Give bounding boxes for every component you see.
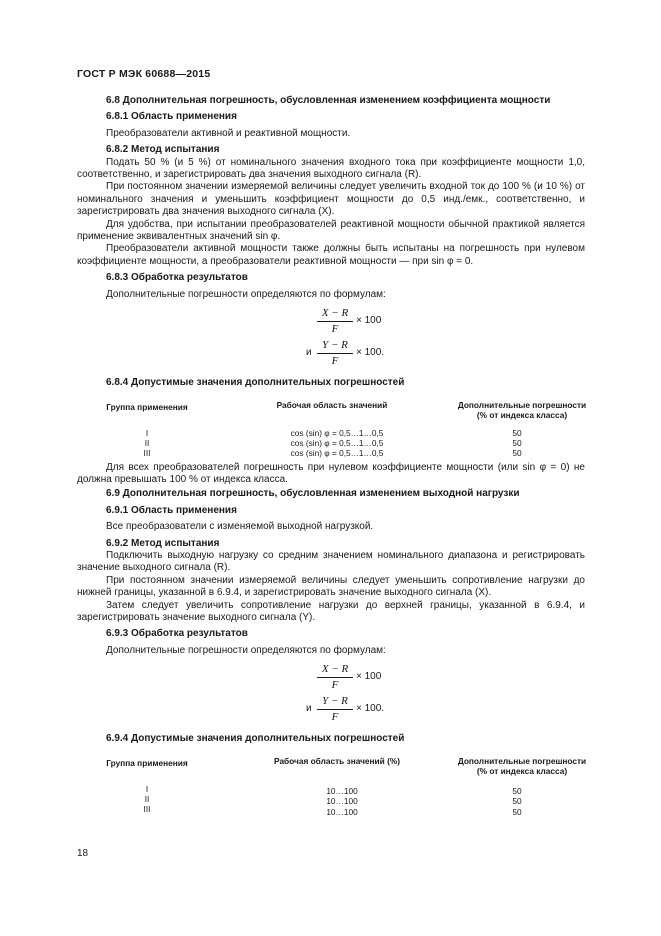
- formula-1-multiplier: × 100: [356, 315, 382, 327]
- fraction-bar: [317, 321, 353, 322]
- section-6-8-1-title: 6.8.1 Область применения: [106, 111, 237, 123]
- formula-1-fraction: [317, 307, 353, 335]
- formula-1-numerator: X − R: [321, 663, 349, 676]
- section-6-8-2-para-2: При постоянном значении измеряемой величины следует увеличить входной ток до 100 % (и 10 %) от номинального значения и уменьшить коэффициент мощности до 0,5 инд./емк., соответственно, и зарегистрировать два значения выходного сигнала (X).: [77, 181, 585, 218]
- table-6-8-4: [77, 394, 585, 458]
- formula-2-numerator: Y − R: [322, 339, 348, 352]
- formula-block-6-9: [77, 661, 585, 729]
- table-cell-group: I: [145, 427, 149, 438]
- table-cell-range: 10…100: [326, 806, 358, 817]
- fraction-bar: [317, 353, 353, 354]
- formula-1-fraction: [317, 663, 353, 691]
- table-cell-value: 50: [512, 795, 522, 806]
- formula-block-6-8: [77, 305, 585, 373]
- table-header-group: Группа применения: [106, 401, 188, 412]
- table-header-range: Рабочая область значений: [276, 399, 388, 410]
- section-6-8-2-para-1: Подать 50 % (и 5 %) от номинального значения входного тока при коэффициенте мощности 1,0, соответственно, и зарегистрировать два значения выходного сигнала (R).: [77, 156, 585, 181]
- formula-1-denominator: F: [331, 678, 339, 691]
- section-6-8-title: 6.8 Дополнительная погрешность, обусловленная изменением коэффициента мощности: [106, 95, 551, 106]
- section-6-9-2-title: 6.9.2 Метод испытания: [106, 537, 220, 549]
- table-cell-range: 10…100: [326, 795, 358, 806]
- table-header-range: Рабочая область значений (%): [274, 755, 400, 766]
- table-cell-value: 50: [512, 447, 522, 458]
- fraction-bar: [317, 709, 353, 710]
- formula-1-multiplier: × 100: [356, 671, 382, 683]
- section-6-8-2-para-3: Для удобства, при испытании преобразователей реактивной мощности обычной практикой является применение эквивалентных значений sin φ.: [77, 218, 585, 243]
- formula-2-denominator: F: [331, 710, 339, 723]
- table-cell-value: 50: [512, 806, 522, 817]
- section-6-9-3-title: 6.9.3 Обработка результатов: [106, 628, 248, 640]
- section-6-9-title: 6.9 Дополнительная погрешность, обусловленная изменением выходной нагрузки: [106, 488, 520, 500]
- table-cell-value: 50: [512, 437, 522, 448]
- formula-1-numerator: X − R: [321, 307, 349, 320]
- table-cell-range: cos (sin) φ = 0,5…1…0,5: [290, 437, 384, 448]
- table-cell-range: cos (sin) φ = 0,5…1…0,5: [290, 447, 384, 458]
- section-6-8-2-para-4: Преобразователи активной мощности также должны быть испытаны на погрешность при нулевом коэффициенте мощности, а преобразователи реактивной мощности — при sin φ = 0.: [77, 243, 585, 267]
- table-header-error-unit: (% от индекса класса): [476, 409, 568, 420]
- section-6-9-3-text: Дополнительные погрешности определяются по формулам:: [106, 644, 386, 656]
- formula-2-multiplier: × 100.: [356, 347, 385, 359]
- document-header: ГОСТ Р МЭК 60688—2015: [77, 68, 211, 80]
- section-6-9-2-para-1: Подключить выходную нагрузку со средним значением номинального диапазона и регистрировать значение выходного сигнала (R).: [77, 549, 585, 574]
- table-header-group: Группа применения: [106, 757, 188, 768]
- formula-2-denominator: F: [331, 354, 339, 367]
- section-6-9-4-title: 6.9.4 Допустимые значения дополнительных погрешностей: [106, 733, 405, 745]
- table-cell-range: 10…100: [326, 785, 358, 796]
- page-number: 18: [77, 848, 89, 859]
- table-cell-group: I: [145, 783, 149, 794]
- section-6-8-2-title: 6.8.2 Метод испытания: [106, 144, 220, 156]
- section-6-9-2-para-3: Затем следует увеличить сопротивление нагрузки до верхней границы, указанной в 6.9.4, и зарегистрировать значение выходного сигнала (Y).: [77, 599, 585, 623]
- formula-1-denominator: F: [331, 322, 339, 335]
- table-cell-group: II: [144, 437, 150, 448]
- table-cell-group: III: [143, 803, 151, 814]
- formula-2-multiplier: × 100.: [356, 703, 385, 715]
- table-cell-group: III: [143, 447, 151, 458]
- document-body: [77, 93, 587, 817]
- table-header-error-unit: (% от индекса класса): [476, 765, 568, 776]
- formula-2-fraction: [317, 339, 353, 367]
- fraction-bar: [317, 677, 353, 678]
- section-6-9-1-title: 6.9.1 Область применения: [106, 504, 237, 516]
- table-6-9-4: [77, 750, 587, 817]
- section-6-8-1-text: Преобразователи активной и реактивной мощности.: [106, 127, 351, 139]
- section-6-8-4-title: 6.8.4 Допустимые значения дополнительных погрешностей: [106, 377, 405, 389]
- section-6-8-4-note: Для всех преобразователей погрешность при нулевом коэффициенте мощности (или sin φ = 0) не должна превышать 100 % от индекса класса.: [77, 461, 585, 485]
- section-6-8-3-title: 6.8.3 Обработка результатов: [106, 272, 248, 284]
- section-6-9-2-para-2: При постоянном значении измеряемой величины следует уменьшить сопротивление нагрузки до нижней границы, указанной в 6.9.4, и зарегистрировать значение выходного сигнала (X).: [77, 574, 585, 599]
- formula-conjunction: и: [306, 347, 312, 359]
- table-header-error: Дополнительные погрешности: [457, 755, 587, 766]
- table-cell-value: 50: [512, 785, 522, 796]
- formula-2-fraction: [317, 695, 353, 723]
- table-cell-group: II: [144, 793, 150, 804]
- table-cell-value: 50: [512, 427, 522, 438]
- table-cell-range: cos (sin) φ = 0,5…1…0,5: [290, 427, 384, 438]
- section-6-8-3-text: Дополнительные погрешности определяются по формулам:: [106, 288, 386, 300]
- section-6-9-1-text: Все преобразователи с изменяемой выходной нагрузкой.: [106, 521, 374, 533]
- table-header-error: Дополнительные погрешности: [457, 399, 587, 410]
- formula-2-numerator: Y − R: [322, 695, 348, 708]
- formula-conjunction: и: [306, 703, 312, 715]
